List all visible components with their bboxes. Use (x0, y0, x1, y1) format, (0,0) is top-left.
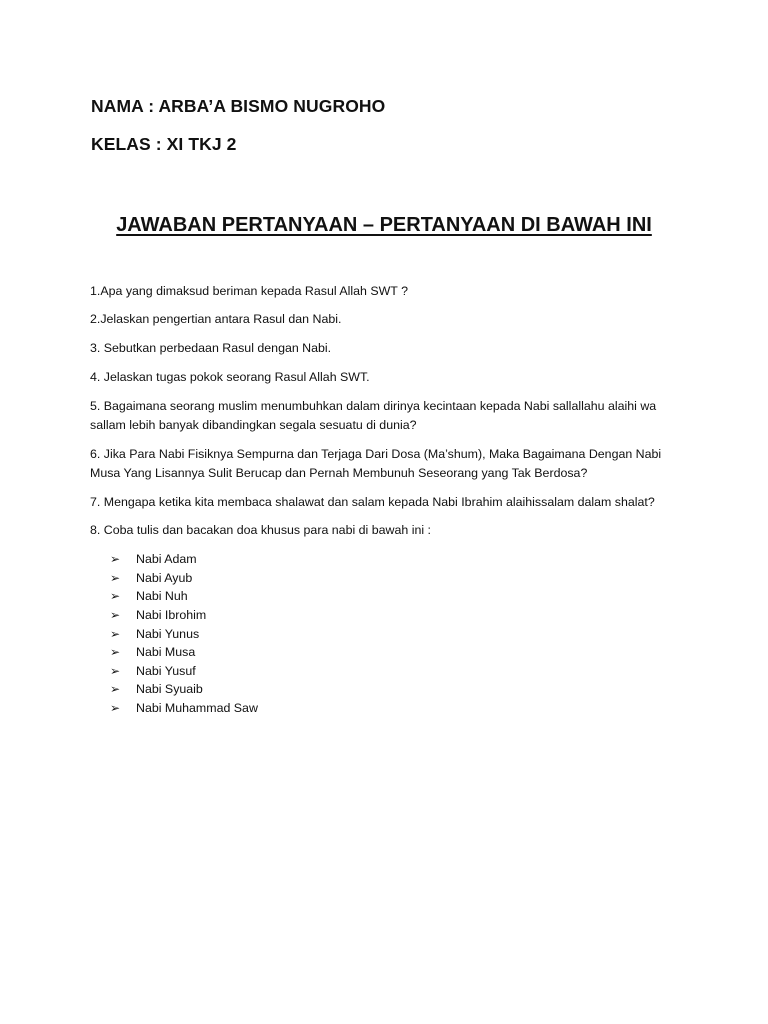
list-item (110, 643, 258, 662)
list-item (110, 587, 258, 606)
page-title: JAWABAN PERTANYAAN – PERTANYAAN DI BAWAH INI (116, 214, 652, 236)
list-item-label: Nabi Ayub (136, 570, 193, 585)
list-item-label: Nabi Adam (136, 552, 197, 567)
question-4: 4. Jelaskan tugas pokok seorang Rasul Allah SWT. (90, 370, 370, 384)
question-6-line-1: 6. Jika Para Nabi Fisiknya Sempurna dan Terjaga Dari Dosa (Ma’shum), Maka Bagaimana Dengan Nabi (90, 447, 662, 461)
list-item-label: Nabi Muhammad Saw (136, 701, 258, 716)
arrowhead-bullet-icon: ➢ (110, 570, 121, 585)
list-item-label: Nabi Syuaib (136, 682, 203, 697)
arrowhead-bullet-icon: ➢ (110, 701, 121, 716)
list-item (110, 569, 258, 588)
list-item (110, 550, 258, 569)
question-8: 8. Coba tulis dan bacakan doa khusus para nabi di bawah ini : (90, 523, 431, 537)
student-class: KELAS : XI TKJ 2 (91, 134, 237, 154)
list-item-label: Nabi Musa (136, 645, 196, 660)
list-item (110, 699, 258, 718)
list-item-label: Nabi Yusuf (136, 663, 196, 678)
nabi-list (110, 550, 258, 717)
question-1: 1.Apa yang dimaksud beriman kepada Rasul Allah SWT ? (90, 284, 408, 298)
list-item (110, 662, 258, 681)
student-name: NAMA : ARBA’A BISMO NUGROHO (91, 96, 386, 116)
arrowhead-bullet-icon: ➢ (110, 552, 121, 567)
list-item-label: Nabi Yunus (136, 626, 200, 641)
list-item-label: Nabi Ibrohim (136, 608, 207, 623)
list-item (110, 606, 258, 625)
arrowhead-bullet-icon: ➢ (110, 663, 121, 678)
list-item (110, 680, 258, 699)
arrowhead-bullet-icon: ➢ (110, 682, 121, 697)
question-7: 7. Mengapa ketika kita membaca shalawat dan salam kepada Nabi Ibrahim alaihissalam dalam shalat? (90, 495, 655, 509)
arrowhead-bullet-icon: ➢ (110, 645, 121, 660)
arrowhead-bullet-icon: ➢ (110, 608, 121, 623)
question-2: 2.Jelaskan pengertian antara Rasul dan Nabi. (90, 312, 342, 326)
list-item-label: Nabi Nuh (136, 589, 188, 604)
question-3: 3. Sebutkan perbedaan Rasul dengan Nabi. (90, 341, 332, 355)
question-5-line-2: sallam lebih banyak dibandingkan segala sesuatu di dunia? (90, 418, 417, 432)
question-5-line-1: 5. Bagaimana seorang muslim menumbuhkan dalam dirinya kecintaan kepada Nabi sallallahu alaihi wa (90, 399, 657, 413)
question-6-line-2: Musa Yang Lisannya Sulit Berucap dan Pernah Membunuh Seseorang yang Tak Berdosa? (90, 466, 588, 480)
arrowhead-bullet-icon: ➢ (110, 626, 121, 641)
arrowhead-bullet-icon: ➢ (110, 589, 121, 604)
list-item (110, 624, 258, 643)
